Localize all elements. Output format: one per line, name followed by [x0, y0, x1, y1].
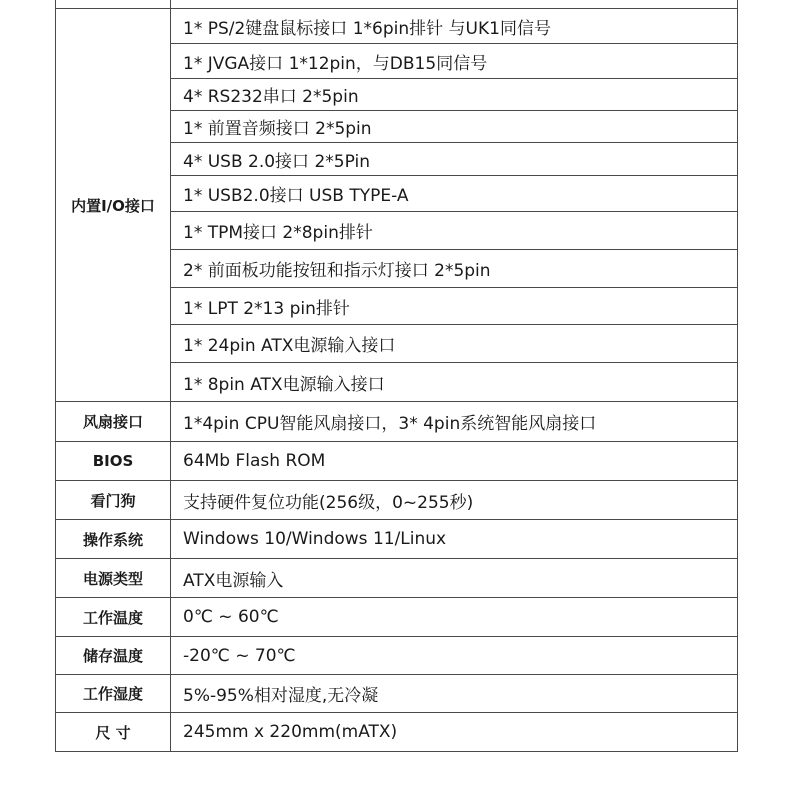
stub-label-cell — [55, 0, 171, 9]
humidity-value: 5%-95%相对湿度,无冷凝 — [183, 686, 379, 706]
io-item: 1* 前置音频接口 2*5pin — [171, 111, 737, 143]
power-type-row — [55, 559, 738, 598]
power-type-value: ATX电源输入 — [183, 570, 284, 591]
io-items-column — [171, 9, 738, 401]
fan-value-cell — [171, 402, 738, 441]
io-item: 2* 前面板功能按钮和指示灯接口 2*5pin — [171, 250, 737, 288]
io-item: 1* USB2.0接口 USB TYPE-A — [171, 176, 737, 212]
fan-row — [55, 402, 738, 442]
storage-temp-value-cell — [171, 637, 738, 674]
io-item: 1* 8pin ATX电源输入接口 — [183, 374, 385, 395]
power-type-value-cell — [171, 559, 738, 597]
io-section-label: 内置I/O接口 — [55, 9, 171, 401]
storage-temp-label: 储存温度 — [55, 637, 171, 674]
bios-value: 64Mb Flash ROM — [183, 451, 326, 471]
stub-value-cell — [171, 0, 738, 8]
humidity-row — [55, 675, 738, 713]
dimensions-value: 245mm x 220mm(mATX) — [183, 722, 398, 742]
fan-label: 风扇接口 — [55, 402, 171, 441]
io-section-row — [55, 9, 738, 402]
watchdog-row — [55, 481, 738, 520]
operating-temp-label: 工作温度 — [55, 598, 171, 636]
dimensions-value-cell — [171, 713, 738, 751]
watchdog-label: 看门狗 — [55, 481, 171, 519]
io-item: 1* 24pin ATX电源输入接口 — [171, 325, 737, 363]
table-top-stub — [55, 0, 738, 9]
dimensions-row — [55, 713, 738, 752]
watchdog-value: 支持硬件复位功能(256级，0~255秒) — [183, 492, 474, 513]
operating-temp-value: 0℃ ~ 60℃ — [183, 607, 279, 627]
io-item: 1* TPM接口 2*8pin排针 — [171, 212, 737, 250]
bios-label: BIOS — [55, 442, 171, 480]
os-row — [55, 520, 738, 559]
operating-temp-row — [55, 598, 738, 637]
io-item: 1* PS/2键盘鼠标接口 1*6pin排针 与UK1同信号 — [171, 9, 737, 44]
spec-table — [55, 0, 738, 752]
watchdog-value-cell — [171, 481, 738, 519]
bios-value-cell — [171, 442, 738, 480]
io-item: 4* RS232串口 2*5pin — [171, 79, 737, 111]
power-type-label: 电源类型 — [55, 559, 171, 597]
humidity-value-cell — [171, 675, 738, 712]
fan-value: 1*4pin CPU智能风扇接口，3* 4pin系统智能风扇接口 — [183, 414, 597, 434]
io-item: 1* JVGA接口 1*12pin，与DB15同信号 — [171, 44, 737, 79]
os-value-cell — [171, 520, 738, 558]
io-item: 4* USB 2.0接口 2*5Pin — [171, 143, 737, 176]
dimensions-label: 尺 寸 — [55, 713, 171, 751]
os-value: Windows 10/Windows 11/Linux — [183, 529, 447, 549]
os-label: 操作系统 — [55, 520, 171, 558]
storage-temp-value: -20℃ ~ 70℃ — [183, 645, 296, 666]
humidity-label: 工作湿度 — [55, 675, 171, 712]
bios-row — [55, 442, 738, 481]
operating-temp-value-cell — [171, 598, 738, 636]
storage-temp-row — [55, 637, 738, 675]
io-item: 1* LPT 2*13 pin排针 — [171, 288, 737, 325]
